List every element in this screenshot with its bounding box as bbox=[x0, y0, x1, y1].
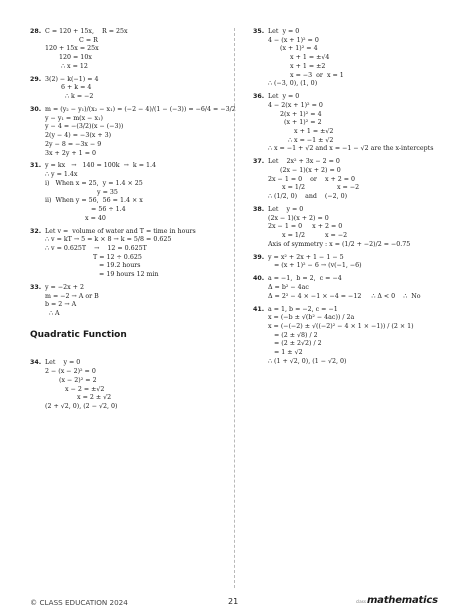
problem-first-row bbox=[30, 162, 230, 171]
section-heading-quadratic-function: Quadratic Function bbox=[30, 329, 127, 340]
solution-line: x = (−b ± √(b² − 4ac)) / 2a bbox=[268, 314, 355, 322]
solution-line: x − 2 = ±√2 bbox=[45, 385, 105, 393]
left-column bbox=[30, 28, 236, 416]
solution-line: x = 1/2 x = −2 bbox=[268, 232, 348, 240]
problem-number: 30. bbox=[30, 106, 42, 113]
problem-number: 40. bbox=[253, 275, 265, 283]
solution-line: (2 + √2, 0), (2 − √2, 0) bbox=[45, 402, 118, 410]
solution-line: ∴ x = 12 bbox=[45, 62, 88, 70]
problem-statement: Let y = 0 bbox=[45, 359, 81, 367]
solution-line: 2(x + 1)² = 4 bbox=[268, 110, 322, 118]
solution-line: (x + 1)² = 2 bbox=[268, 119, 322, 127]
page-number: 21 bbox=[228, 597, 239, 606]
problem-35 bbox=[253, 28, 453, 89]
solution-line: 120 + 15x = 25x bbox=[45, 45, 99, 53]
left-problems-after bbox=[30, 359, 230, 411]
problem-statement: m = (y₂ − y₁)/(x₂ − x₁) = (−2 − 4)/(1 − (−3)) = −6/4 = −3/2 bbox=[45, 106, 236, 113]
problem-first-row bbox=[253, 206, 453, 215]
solution-line: ∴ x = −1 ± √2 bbox=[268, 136, 334, 144]
solution-line: 3x + 2y + 1 = 0 bbox=[45, 149, 96, 157]
right-problems bbox=[253, 28, 453, 366]
solution-line: i) When x = 25, y = 1.4 × 25 bbox=[45, 179, 143, 187]
problem-40 bbox=[253, 275, 453, 301]
solution-line: ∴ (1 + √2, 0), (1 − √2, 0) bbox=[268, 357, 347, 365]
solution-line: x = 2 ± √2 bbox=[45, 394, 112, 402]
problem-first-row bbox=[253, 275, 453, 284]
solution-line: C = R bbox=[45, 36, 98, 44]
solution-line: (x − 2)² = 2 bbox=[45, 376, 97, 384]
problem-first-row bbox=[30, 76, 230, 85]
problem-number: 41. bbox=[253, 305, 265, 313]
problem-number: 38. bbox=[253, 205, 265, 213]
solution-line: 120 = 10x bbox=[45, 54, 92, 62]
solution-line: ∴ y = 1.4x bbox=[45, 171, 78, 179]
solution-line: = 19 hours 12 min bbox=[45, 271, 159, 279]
solution-line: x = 1/2 x = −2 bbox=[268, 184, 360, 192]
problem-first-row bbox=[30, 28, 230, 37]
problem-statement: a = 1, b = −2, c = −1 bbox=[268, 305, 338, 313]
brand-logo-text: mathematics bbox=[366, 595, 438, 606]
problem-number: 39. bbox=[253, 253, 265, 261]
problem-number: 29. bbox=[30, 75, 42, 83]
problem-first-row bbox=[30, 106, 236, 115]
solution-line: = (2 ± √8) / 2 bbox=[268, 331, 318, 339]
problem-statement: 3(2) − k(−1) = 4 bbox=[45, 75, 99, 83]
problem-39 bbox=[253, 254, 453, 271]
solution-line: ii) When y = 56, 56 = 1.4 × x bbox=[45, 197, 143, 205]
problem-33 bbox=[30, 284, 230, 319]
problem-36 bbox=[253, 93, 453, 154]
problem-statement: y = −2x + 2 bbox=[45, 283, 84, 291]
solution-line: ∴ v = kT → 5 = k × 8 → k = 5/8 = 0.625 bbox=[45, 236, 172, 244]
problem-statement: Let y = 0 bbox=[268, 93, 300, 101]
problem-number: 35. bbox=[253, 28, 265, 35]
solution-line: 4 − 2(x + 1)² = 0 bbox=[268, 101, 323, 109]
problem-first-row bbox=[253, 28, 453, 37]
problem-number: 33. bbox=[30, 283, 42, 291]
problem-first-row bbox=[30, 228, 230, 237]
problem-statement: C = 120 + 15x, R = 25x bbox=[45, 28, 128, 35]
solution-line: 2x − 1 = 0 or x + 2 = 0 bbox=[268, 175, 356, 183]
solution-line: = 19.2 hours bbox=[45, 262, 141, 270]
problem-first-row bbox=[30, 284, 230, 293]
solution-line: y − 4 = −(3/2)(x − (−3)) bbox=[45, 123, 124, 131]
brand-logo bbox=[356, 595, 438, 606]
problem-31 bbox=[30, 162, 230, 223]
solution-line: x + 1 = ±√2 bbox=[268, 127, 334, 135]
solution-line: m = −2 → A or B bbox=[45, 292, 99, 300]
solution-line: (x + 1)² = 4 bbox=[268, 45, 318, 53]
problem-statement: Let v = volume of water and T = time in hours bbox=[45, 227, 196, 235]
solution-line: (2x − 1)(x + 2) = 0 bbox=[268, 166, 341, 174]
problem-statement: y = kx → 140 = 100k → k = 1.4 bbox=[45, 162, 157, 170]
solution-line: Δ = b² − 4ac bbox=[268, 283, 309, 291]
problem-statement: a = −1, b = 2, c = −4 bbox=[268, 275, 342, 283]
problem-first-row bbox=[253, 93, 453, 102]
solution-line: ∴ (1/2, 0) and (−2, 0) bbox=[268, 193, 348, 201]
solution-line: Δ = 2² − 4 × −1 × −4 = −12 ∴ Δ < 0 ∴ No bbox=[268, 292, 421, 300]
solution-line: = 1 ± √2 bbox=[268, 349, 303, 357]
copyright-text: © CLASS EDUCATION 2024 bbox=[30, 598, 128, 607]
problem-first-row bbox=[253, 254, 453, 263]
problem-number: 32. bbox=[30, 227, 42, 235]
solution-line: ∴ x = −1 + √2 and x = −1 − √2 are the x-intercepts bbox=[268, 145, 434, 153]
problem-number: 31. bbox=[30, 162, 42, 170]
solution-line: 6 + k = 4 bbox=[45, 84, 92, 92]
problem-41 bbox=[253, 306, 453, 367]
problem-first-row bbox=[253, 306, 453, 315]
solution-line: x = −3 or x = 1 bbox=[268, 71, 344, 79]
problem-first-row bbox=[30, 359, 230, 368]
solution-line: ∴ v = 0.625T → 12 = 0.625T bbox=[45, 244, 147, 252]
problem-30 bbox=[30, 106, 236, 158]
solution-line: ∴ k = −2 bbox=[45, 93, 94, 101]
problem-statement: y = x² + 2x + 1 − 1 − 5 bbox=[268, 253, 344, 261]
problem-32 bbox=[30, 228, 230, 280]
problem-29 bbox=[30, 76, 230, 102]
brand-small-text: class bbox=[356, 599, 366, 604]
solution-line: = (2 ± 2√2) / 2 bbox=[268, 340, 322, 348]
problem-38 bbox=[253, 206, 453, 250]
problem-number: 28. bbox=[30, 28, 42, 35]
solution-line: x + 1 = ±2 bbox=[268, 62, 326, 70]
problem-number: 36. bbox=[253, 93, 265, 101]
solution-line: Axis of symmetry : x = (1/2 + −2)/2 = −0.75 bbox=[268, 240, 411, 248]
solution-line: y = 35 bbox=[45, 188, 118, 196]
solution-line: T = 12 ÷ 0.625 bbox=[45, 253, 142, 261]
problem-37 bbox=[253, 158, 453, 202]
problem-statement: Let 2x² + 3x − 2 = 0 bbox=[268, 158, 340, 166]
problem-statement: Let y = 0 bbox=[268, 205, 304, 213]
solution-line: (2x − 1)(x + 2) = 0 bbox=[268, 214, 329, 222]
solution-line: 2 − (x − 2)² = 0 bbox=[45, 368, 96, 376]
problem-34 bbox=[30, 359, 230, 411]
solution-line: x = (−(−2) ± √((−2)² − 4 × 1 × −1)) / (2 × 1) bbox=[268, 322, 414, 330]
solution-line: 2x − 1 = 0 x + 2 = 0 bbox=[268, 223, 343, 231]
problem-statement: Let y = 0 bbox=[268, 28, 300, 35]
problem-first-row bbox=[253, 158, 453, 167]
page-footer bbox=[0, 595, 474, 609]
problem-number: 34. bbox=[30, 359, 42, 367]
solution-line: 4 − (x + 1)² = 0 bbox=[268, 36, 319, 44]
solution-line: 2y − 8 = −3x − 9 bbox=[45, 140, 102, 148]
solution-line: = (x + 1)² − 6 → (v(−1, −6) bbox=[268, 262, 362, 270]
solution-line: 2(y − 4) = −3(x + 3) bbox=[45, 132, 112, 140]
solution-line: = 56 ÷ 1.4 bbox=[45, 205, 126, 213]
right-column bbox=[253, 28, 453, 371]
solution-line: ∴ A bbox=[45, 310, 60, 318]
problem-number: 37. bbox=[253, 158, 265, 166]
solution-line: ∴ (−3, 0), (1, 0) bbox=[268, 80, 318, 88]
solution-line: x = 40 bbox=[45, 214, 106, 222]
left-problems-before bbox=[30, 28, 236, 319]
column-divider bbox=[234, 28, 235, 588]
problem-28 bbox=[30, 28, 230, 72]
solution-line: y − y₁ = m(x − x₁) bbox=[45, 114, 103, 122]
solution-line: x + 1 = ±√4 bbox=[268, 54, 330, 62]
solution-line: b = 2 → A bbox=[45, 301, 77, 309]
